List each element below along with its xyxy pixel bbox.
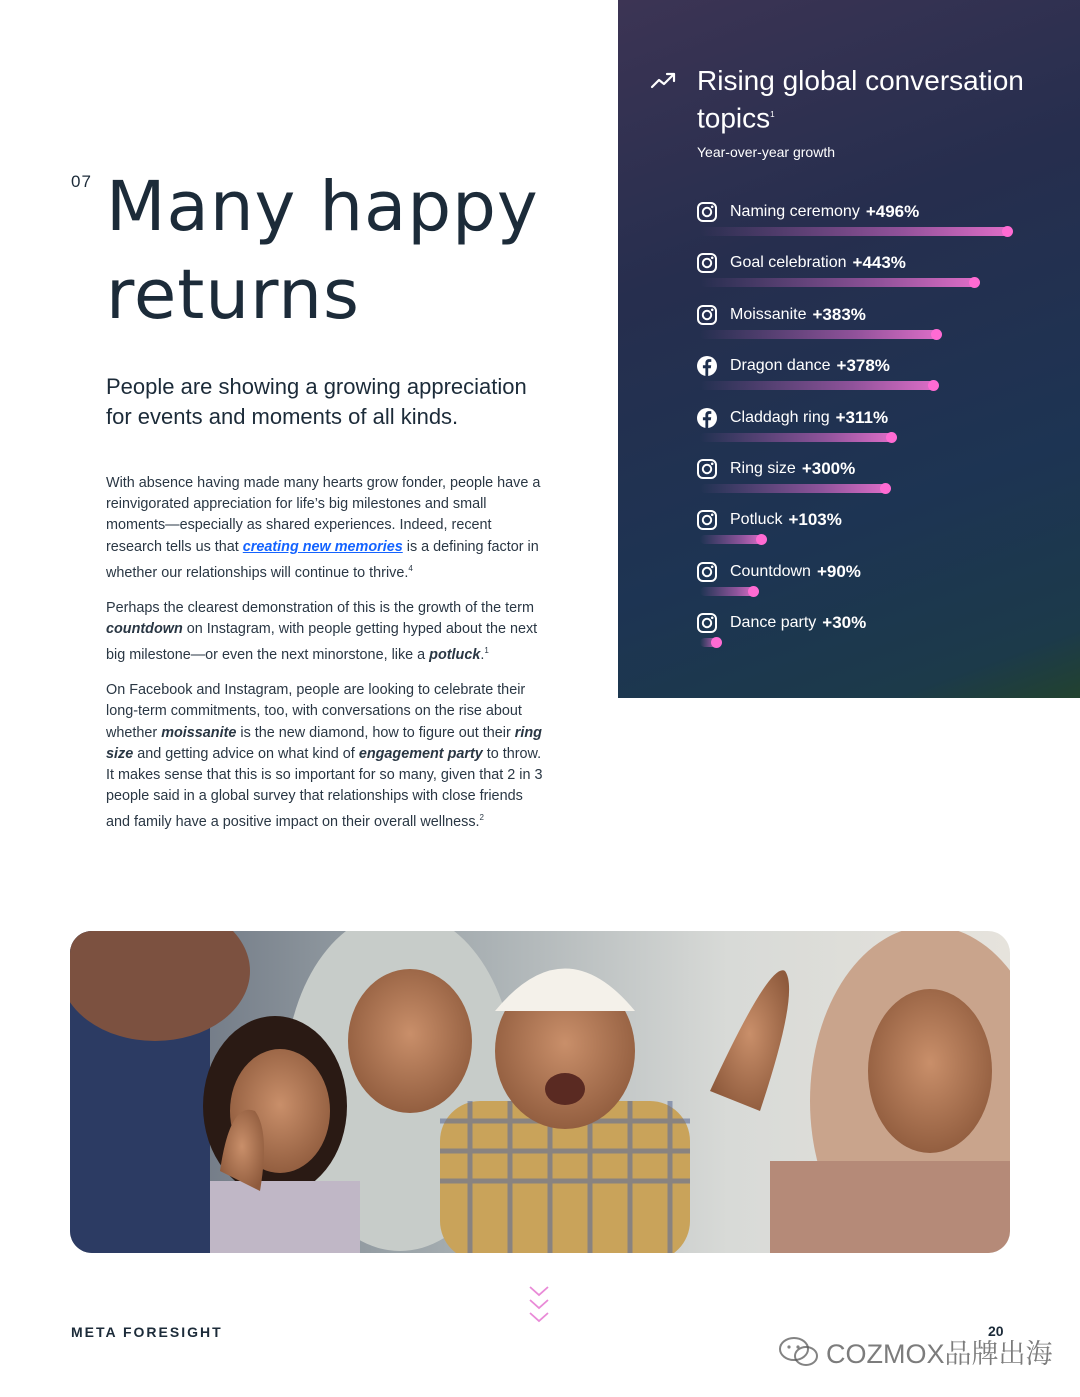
topic-growth-label: +496% <box>865 202 920 221</box>
topic-row <box>696 251 1036 301</box>
growth-bar-endpoint <box>931 329 942 340</box>
term-ring-size: ring size <box>106 724 542 762</box>
topic-growth-label: +378% <box>836 356 890 376</box>
instagram-icon <box>696 612 718 634</box>
growth-bar <box>700 278 977 287</box>
growth-bar-endpoint <box>928 380 939 391</box>
topic-label <box>696 611 866 635</box>
footnote-ref: 1 <box>484 646 489 656</box>
instagram-icon <box>696 201 718 223</box>
topic-name: Dance party <box>730 614 817 632</box>
topic-row <box>696 200 1036 250</box>
title-line-2: returns <box>106 255 360 335</box>
topic-name: Dragon dance <box>730 357 831 375</box>
growth-bar <box>700 484 888 493</box>
growth-bar <box>700 227 1010 236</box>
instagram-icon <box>696 252 718 274</box>
wechat-icon <box>778 1336 820 1368</box>
topic-name: Moissanite <box>730 305 807 323</box>
topic-name: Naming ceremony <box>730 203 860 220</box>
topic-row <box>696 406 1036 456</box>
watermark <box>778 1332 1053 1371</box>
topic-row <box>696 354 1036 404</box>
topic-name: Ring size <box>730 460 796 477</box>
topic-label <box>696 560 861 584</box>
creating-new-memories-link[interactable]: creating new memories <box>242 538 403 555</box>
growth-bar <box>700 638 719 647</box>
term-potluck: potluck <box>429 647 481 664</box>
topic-row <box>696 508 1036 558</box>
growth-bar-endpoint <box>969 277 980 288</box>
instagram-icon <box>696 458 718 480</box>
footnote-ref: 1 <box>770 110 775 119</box>
lead-paragraph: People are showing a growing appreciation for events and moments of all kinds. <box>106 374 527 429</box>
topic-label <box>696 406 888 430</box>
topic-label <box>696 354 890 378</box>
growth-bar-endpoint <box>711 637 722 648</box>
instagram-icon <box>696 509 718 531</box>
topic-label <box>696 251 906 275</box>
topic-label <box>696 303 866 327</box>
facebook-icon <box>696 355 718 377</box>
topic-name: Countdown <box>730 562 811 580</box>
term-moissanite: moissanite <box>161 724 237 741</box>
page-number: 20 <box>988 1323 1004 1339</box>
body-paragraph-2: Perhaps the clearest demonstration of this is the growth of the term countdown on Instagram, with people getting hyped about the next big milestone—or even the next minorstone, like a potluck.$^1$ <box>106 599 538 664</box>
body-paragraph-3: On Facebook and Instagram, people are looking to celebrate their long-term commitments, too, with conversations on the rise about whether moissanite is the new diamond, how to figure out their ring size and getting advice on what kind of engagement party to throw. It makes sense that this is so important for so many, given that 2 in 3 people said in a global survey that relationships with close friends and family have a positive impact on their overall wellness.$^2$ <box>106 682 543 831</box>
topic-row <box>696 303 1036 353</box>
topic-name: Claddagh ring <box>730 408 830 426</box>
footnote-ref: 4 <box>408 563 413 573</box>
footer-brand: META FORESIGHT <box>71 1324 223 1340</box>
topic-growth-label: +103% <box>788 510 842 530</box>
watermark-text: COZMOX品牌出海 <box>826 1339 1053 1369</box>
family-photo <box>70 931 1010 1253</box>
panel-subtitle: Year-over-year growth <box>697 144 835 160</box>
term-engagement-party: engagement party <box>358 745 483 762</box>
growth-bar <box>700 433 894 442</box>
topic-row <box>696 457 1036 507</box>
topic-row <box>696 560 1036 610</box>
title-line-1: Many happy <box>106 167 539 247</box>
topic-label <box>696 508 842 532</box>
topic-label <box>696 200 919 224</box>
topic-name: Goal celebration <box>730 254 847 272</box>
growth-bar-endpoint <box>756 534 767 545</box>
footnote-ref: 2 <box>479 813 484 823</box>
instagram-icon <box>696 561 718 583</box>
topic-growth-label: +443% <box>852 253 906 273</box>
growth-bar <box>700 330 939 339</box>
trending-up-icon <box>650 70 678 90</box>
facebook-icon <box>696 407 718 429</box>
topic-name: Potluck <box>730 511 783 529</box>
topic-growth-label: +30% <box>822 613 867 633</box>
body-text <box>106 473 546 847</box>
page-title <box>106 163 539 339</box>
panel-title: Rising global conversation topics$^1$ <box>697 65 1024 134</box>
term-countdown: countdown <box>106 621 183 638</box>
growth-bar-endpoint <box>880 483 891 494</box>
topic-growth-label: +300% <box>801 459 856 478</box>
growth-bar-endpoint <box>886 432 897 443</box>
growth-bar <box>700 381 936 390</box>
topic-row <box>696 611 1036 661</box>
instagram-icon <box>696 304 718 326</box>
growth-bar <box>700 587 756 596</box>
topic-growth-label: +383% <box>812 304 866 324</box>
topic-growth-label: +311% <box>835 407 889 427</box>
growth-bar <box>700 535 764 544</box>
conversation-topics-panel <box>618 0 1080 698</box>
body-paragraph-1: With absence having made many hearts grow fonder, people have a reinvigorated appreciation for life’s big milestones and small moments—especially as shared experiences. Indeed, recent research tells us that creating new memories is a defining factor in whether our relationships will continue to thrive.$^4$ <box>106 475 541 581</box>
section-number: 07 <box>71 172 92 191</box>
scroll-down-chevrons-icon <box>528 1284 550 1328</box>
growth-bar-endpoint <box>1002 226 1013 237</box>
topic-label <box>696 457 855 481</box>
growth-bar-endpoint <box>748 586 759 597</box>
topic-growth-label: +90% <box>816 561 861 581</box>
